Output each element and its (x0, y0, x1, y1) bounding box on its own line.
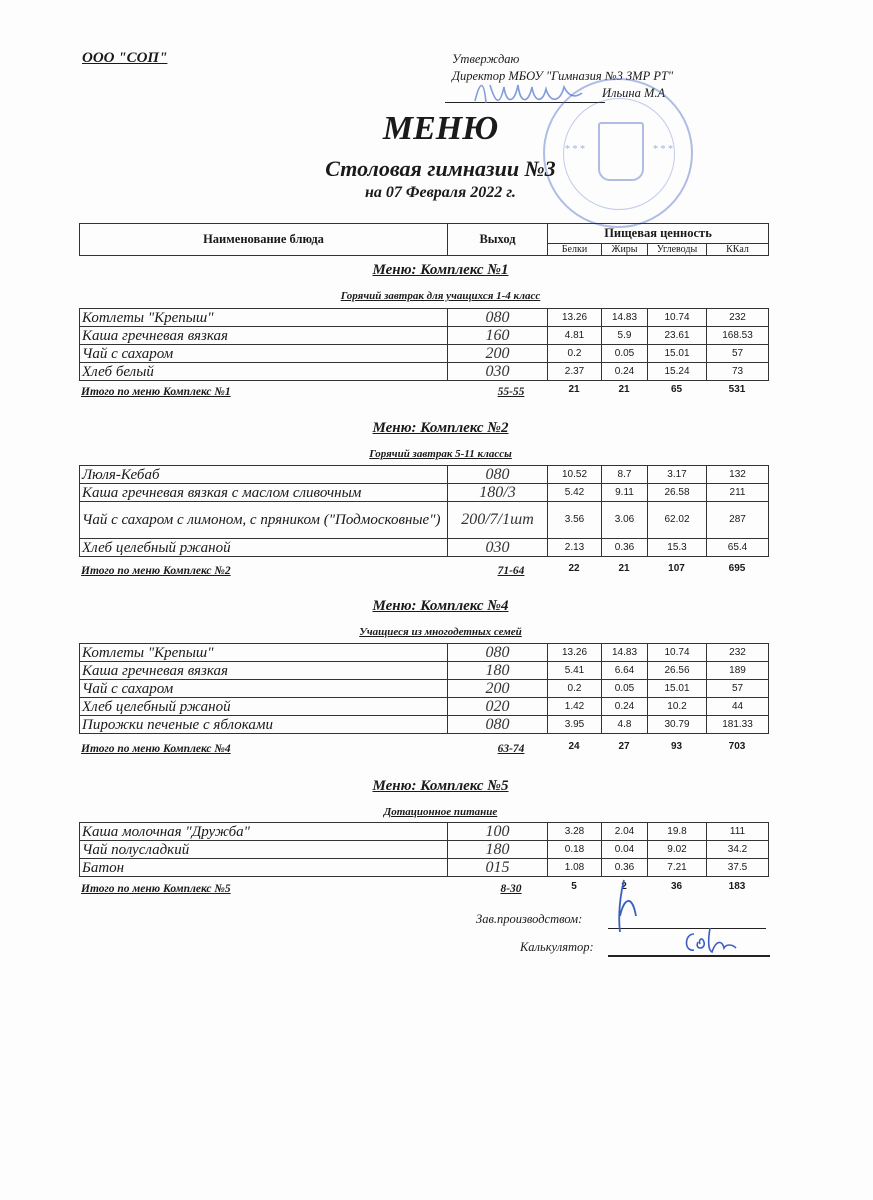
total-carbs: 65 (670, 384, 683, 395)
dish-output: 030 (448, 539, 548, 557)
dish-carbs: 30.79 (648, 716, 707, 734)
dish-output: 030 (448, 363, 548, 381)
dish-protein: 13.26 (548, 644, 602, 662)
dish-name: Чай с сахаром с лимоном, с пряником ("Подмосковные") (80, 502, 448, 539)
table-row (80, 309, 769, 327)
section-title: Меню: Комплекс №5 (372, 778, 509, 794)
total-output: 8-30 (500, 883, 522, 895)
table-row (80, 644, 769, 662)
table-row (80, 327, 769, 345)
total-fat: 2 (621, 881, 627, 892)
dish-carbs: 15.01 (648, 345, 707, 363)
table-row (80, 680, 769, 698)
dish-fat: 0.05 (602, 345, 648, 363)
header-kcal: ККал (707, 243, 769, 255)
dish-carbs: 15.01 (648, 680, 707, 698)
total-label: Итого по меню Комплекс №2 (81, 565, 231, 577)
section-title: Меню: Комплекс №2 (372, 420, 509, 436)
total-label: Итого по меню Комплекс №4 (81, 743, 231, 755)
dish-name: Хлеб целебный ржаной (80, 539, 448, 557)
dish-carbs: 23.61 (648, 327, 707, 345)
header-protein: Белки (548, 243, 602, 255)
table-row (80, 363, 769, 381)
dish-protein: 0.2 (548, 345, 602, 363)
page-title: МЕНЮ (382, 110, 499, 147)
total-output: 55-55 (497, 386, 525, 398)
dish-name: Люля-Кебаб (80, 466, 448, 484)
dish-carbs: 62.02 (648, 502, 707, 539)
table-row (80, 539, 769, 557)
total-protein: 21 (568, 384, 580, 395)
approval-line-1: Утверждаю (452, 52, 520, 66)
dish-output: 180/3 (448, 484, 548, 502)
total-fat: 21 (618, 384, 630, 395)
total-kcal: 695 (728, 563, 746, 574)
table-row (80, 823, 769, 841)
dish-name: Каша гречневая вязкая с маслом сливочным (80, 484, 448, 502)
table-row (80, 502, 769, 539)
dish-kcal: 73 (707, 363, 769, 381)
dish-name: Чай полусладкий (80, 841, 448, 859)
header-nutrition: Пищевая ценность (548, 224, 769, 244)
dish-carbs: 15.24 (648, 363, 707, 381)
dish-protein: 3.28 (548, 823, 602, 841)
dish-output: 015 (448, 859, 548, 877)
dish-protein: 1.42 (548, 698, 602, 716)
menu-table (79, 643, 769, 734)
total-carbs: 93 (670, 741, 683, 752)
total-fat: 27 (618, 741, 630, 752)
dish-kcal: 232 (707, 644, 769, 662)
section-subtitle: Дотационное питание (383, 806, 498, 818)
total-carbs: 36 (670, 881, 683, 892)
dish-fat: 14.83 (602, 644, 648, 662)
dish-protein: 5.42 (548, 484, 602, 502)
table-row (80, 662, 769, 680)
dish-output: 200 (448, 680, 548, 698)
dish-fat: 0.05 (602, 680, 648, 698)
official-stamp-icon: * * * * * * (543, 78, 693, 228)
dish-kcal: 287 (707, 502, 769, 539)
total-label: Итого по меню Комплекс №1 (81, 386, 231, 398)
dish-protein: 5.41 (548, 662, 602, 680)
dish-name: Котлеты "Крепыш" (80, 644, 448, 662)
dish-output: 200/7/1шт (448, 502, 548, 539)
header-dish: Наименование блюда (80, 224, 448, 256)
total-protein: 5 (571, 881, 577, 892)
dish-name: Котлеты "Крепыш" (80, 309, 448, 327)
dish-protein: 3.56 (548, 502, 602, 539)
dish-kcal: 65.4 (707, 539, 769, 557)
dish-kcal: 111 (707, 823, 769, 841)
dish-kcal: 34.2 (707, 841, 769, 859)
dish-kcal: 168.53 (707, 327, 769, 345)
dish-fat: 5.9 (602, 327, 648, 345)
dish-carbs: 10.2 (648, 698, 707, 716)
total-carbs: 107 (668, 563, 685, 574)
dish-output: 080 (448, 716, 548, 734)
table-row (80, 698, 769, 716)
page-subtitle: Столовая гимназии №3 (325, 156, 556, 181)
section-title: Меню: Комплекс №4 (372, 598, 509, 614)
section-subtitle: Горячий завтрак 5-11 классы (369, 448, 512, 460)
dish-kcal: 57 (707, 680, 769, 698)
header-output: Выход (448, 224, 548, 256)
table-row (80, 466, 769, 484)
dish-carbs: 26.58 (648, 484, 707, 502)
column-header-table (79, 223, 769, 256)
header-fat: Жиры (602, 243, 648, 255)
total-output: 63-74 (497, 743, 525, 755)
dish-carbs: 19.8 (648, 823, 707, 841)
dish-name: Каша гречневая вязкая (80, 662, 448, 680)
dish-kcal: 132 (707, 466, 769, 484)
total-protein: 24 (568, 741, 580, 752)
dish-output: 020 (448, 698, 548, 716)
dish-fat: 2.04 (602, 823, 648, 841)
organization-name: ООО "СОП" (82, 50, 168, 66)
dish-fat: 8.7 (602, 466, 648, 484)
approval-line-2: Директор МБОУ "Гимназия №3 ЗМР РТ" (452, 69, 674, 83)
dish-name: Чай с сахаром (80, 680, 448, 698)
dish-name: Хлеб целебный ржаной (80, 698, 448, 716)
dish-fat: 14.83 (602, 309, 648, 327)
menu-date: на 07 Февраля 2022 г. (365, 184, 516, 201)
dish-kcal: 57 (707, 345, 769, 363)
dish-protein: 0.18 (548, 841, 602, 859)
total-kcal: 703 (728, 741, 746, 752)
table-row (80, 841, 769, 859)
dish-protein: 1.08 (548, 859, 602, 877)
production-head-signature-icon (610, 876, 650, 936)
dish-output: 080 (448, 466, 548, 484)
section-total (79, 883, 768, 899)
dish-name: Пирожки печеные с яблоками (80, 716, 448, 734)
table-row (80, 716, 769, 734)
menu-table (79, 465, 769, 557)
section-total (79, 565, 768, 581)
dish-carbs: 9.02 (648, 841, 707, 859)
dish-protein: 2.37 (548, 363, 602, 381)
total-fat: 21 (618, 563, 630, 574)
dish-name: Батон (80, 859, 448, 877)
section-total (79, 743, 768, 759)
header-carbs: Углеводы (648, 243, 707, 255)
dish-output: 160 (448, 327, 548, 345)
dish-kcal: 189 (707, 662, 769, 680)
dish-carbs: 10.74 (648, 644, 707, 662)
dish-carbs: 15.3 (648, 539, 707, 557)
section-subtitle: Горячий завтрак для учащихся 1-4 класс (340, 290, 541, 302)
dish-kcal: 211 (707, 484, 769, 502)
dish-name: Каша гречневая вязкая (80, 327, 448, 345)
table-row (80, 345, 769, 363)
dish-carbs: 7.21 (648, 859, 707, 877)
dish-carbs: 10.74 (648, 309, 707, 327)
dish-kcal: 232 (707, 309, 769, 327)
dish-output: 080 (448, 644, 548, 662)
dish-protein: 3.95 (548, 716, 602, 734)
dish-fat: 0.24 (602, 698, 648, 716)
dish-output: 080 (448, 309, 548, 327)
dish-fat: 9.11 (602, 484, 648, 502)
dish-fat: 0.04 (602, 841, 648, 859)
production-head-label: Зав.производством: (476, 912, 583, 926)
menu-table (79, 822, 769, 877)
table-row (80, 484, 769, 502)
approval-line-3: Ильина М.А (602, 86, 666, 100)
dish-kcal: 44 (707, 698, 769, 716)
section-title: Меню: Комплекс №1 (372, 262, 509, 278)
dish-fat: 0.36 (602, 859, 648, 877)
total-kcal: 531 (728, 384, 746, 395)
dish-output: 200 (448, 345, 548, 363)
dish-protein: 2.13 (548, 539, 602, 557)
dish-output: 100 (448, 823, 548, 841)
total-label: Итого по меню Комплекс №5 (81, 883, 231, 895)
dish-kcal: 181.33 (707, 716, 769, 734)
dish-protein: 13.26 (548, 309, 602, 327)
section-total (79, 386, 768, 402)
dish-protein: 0.2 (548, 680, 602, 698)
dish-fat: 3.06 (602, 502, 648, 539)
dish-fat: 0.36 (602, 539, 648, 557)
dish-fat: 0.24 (602, 363, 648, 381)
calculator-label: Калькулятор: (520, 940, 594, 954)
menu-table (79, 308, 769, 381)
dish-carbs: 26.56 (648, 662, 707, 680)
dish-output: 180 (448, 662, 548, 680)
dish-carbs: 3.17 (648, 466, 707, 484)
dish-output: 180 (448, 841, 548, 859)
total-kcal: 183 (728, 881, 746, 892)
table-row (80, 859, 769, 877)
dish-fat: 4.8 (602, 716, 648, 734)
section-subtitle: Учащиеся из многодетных семей (359, 626, 522, 638)
calculator-signature-icon (680, 926, 740, 956)
total-protein: 22 (568, 563, 580, 574)
dish-kcal: 37.5 (707, 859, 769, 877)
dish-name: Хлеб белый (80, 363, 448, 381)
dish-fat: 6.64 (602, 662, 648, 680)
dish-name: Каша молочная "Дружба" (80, 823, 448, 841)
total-output: 71-64 (497, 565, 525, 577)
dish-protein: 10.52 (548, 466, 602, 484)
dish-protein: 4.81 (548, 327, 602, 345)
dish-name: Чай с сахаром (80, 345, 448, 363)
